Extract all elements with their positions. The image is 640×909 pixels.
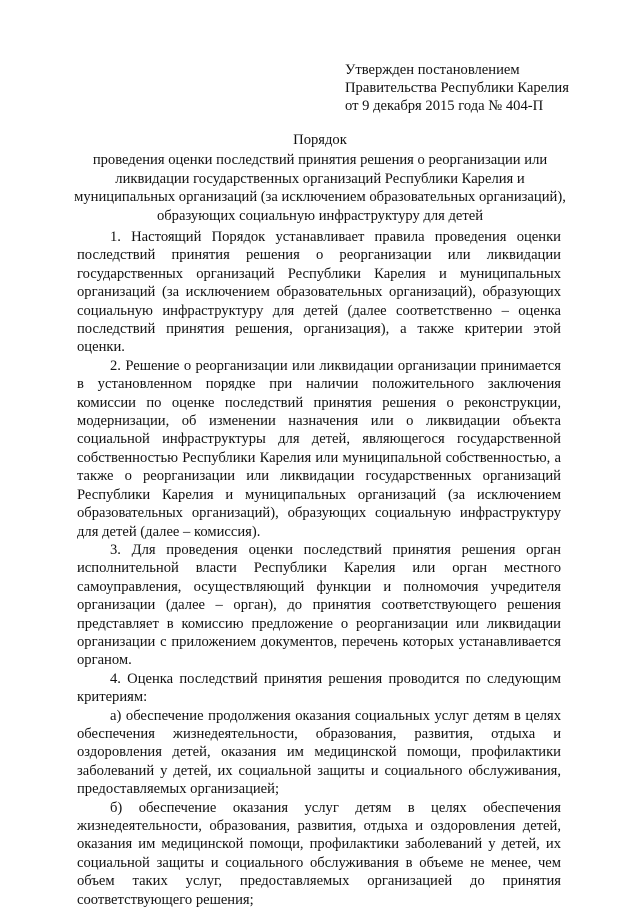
title-line-2: ликвидации государственных организаций Республики Карелия и [115, 170, 525, 187]
document-title [74, 131, 566, 225]
title-line-1: проведения оценки последствий принятия решения о реорганизации или [92, 152, 548, 169]
document-body [77, 228, 561, 909]
paragraph-3: 3. Для проведения оценки последствий принятия решения орган исполнительной власти Республики Карелия или орган местного самоуправления, осуществляющий функции и полномочия учредителя организации (далее – орган), до принятия соответствующего решения представляет в комиссию предложение о реорганизации или ликвидации организации с приложением документов, перечень которых устанавливается органом. [77, 541, 561, 669]
paragraph-4a: а) обеспечение продолжения оказания социальных услуг детям в целях обеспечения жизнедеятельности, образования, развития, отдыха и оздоровления детей, оказания им медицинской помощи, профилактики заболеваний у детей, их социальной защиты и социального обслуживания, предоставляемых организацией; [77, 707, 561, 798]
approval-stamp [345, 61, 625, 116]
title-line-3: муниципальных организаций (за исключением образовательных организаций), [74, 189, 566, 206]
title-line-4: образующих социальную инфраструктуру для детей [156, 207, 484, 224]
approval-line-1: Утвержден постановлением [345, 62, 520, 78]
paragraph-2: 2. Решение о реорганизации или ликвидации организации принимается в установленном порядке при наличии положительного заключения комиссии по оценке последствий принятия решения о реконструкции, модернизации, об изменении назначения или о ликвидации объекта социальной инфраструктуры для детей, являющегося государственной собственностью Республики Карелия или муниципальной собственностью, а также о реорганизации или ликвидации государственных организаций Республики Карелия и муниципальных организаций (за исключением образовательных организаций), образующих социальную инфраструктуру для детей (далее – комиссия). [77, 357, 561, 540]
paragraph-1: 1. Настоящий Порядок устанавливает правила проведения оценки последствий принятия решения о реорганизации или ликвидации государственных организаций Республики Карелия и муниципальных организаций (за исключением образовательных организаций), образующих социальную инфраструктуру для детей (далее соответственно – оценка последствий принятия решения, организация), а также критерии этой оценки. [77, 229, 561, 356]
approval-line-2: Правительства Республики Карелия [345, 80, 569, 97]
title-word: Порядок [293, 132, 347, 148]
paragraph-4: 4. Оценка последствий принятия решения проводится по следующим критериям: [77, 670, 561, 706]
paragraph-4b: б) обеспечение оказания услуг детям в целях обеспечения жизнедеятельности, образования, развития, отдыха и оздоровления детей, оказания им медицинской помощи, профилактики заболеваний у детей, их социальной защиты и социального обслуживания в объеме не менее, чем объем таких услуг, предоставляемых организацией до принятия соответствующего решения; [77, 799, 561, 908]
approval-line-3: от 9 декабря 2015 года № 404-П [345, 98, 544, 115]
